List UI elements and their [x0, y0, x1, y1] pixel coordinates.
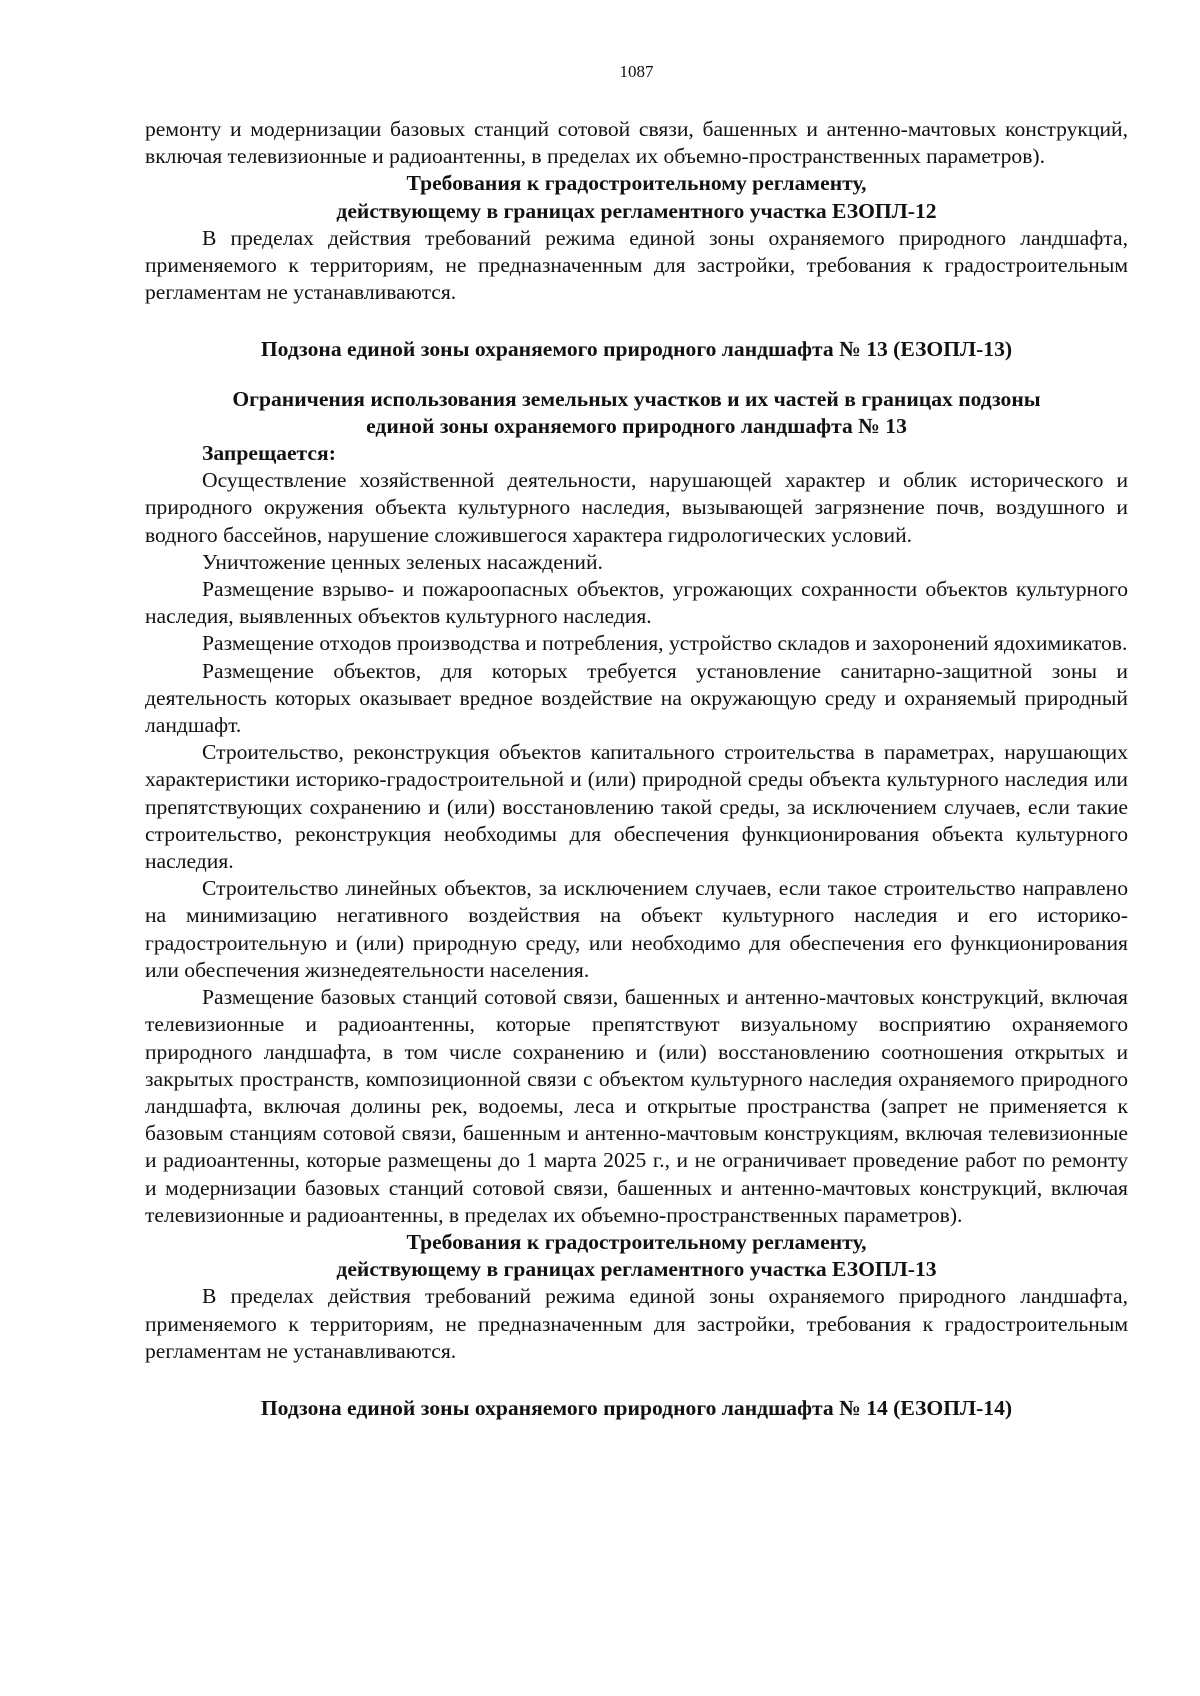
prohibition-item-3: Размещение взрыво- и пожароопасных объектов, угрожающих сохранности объектов культурного наследия, выявленных объектов культурного наследия.: [145, 577, 1128, 629]
requirements-13-title-line-2: действующему в границах регламентного участка ЕЗОПЛ-13: [336, 1257, 937, 1282]
limits-13-title-line-1: Ограничения использования земельных участков и их частей в границах подзоны: [232, 386, 1041, 411]
requirements-12-text: В пределах действия требований режима единой зоны охраняемого природного ландшафта, применяемого к территориям, не предназначенным для застройки, требования к градостроительным регламентам не устанавливаются.: [145, 225, 1128, 305]
prohibited-label: Запрещается:: [202, 441, 336, 466]
subzone-13-title: Подзона единой зоны охраняемого природного ландшафта № 13 (ЕЗОПЛ-13): [260, 337, 1013, 362]
subzone-14-title: Подзона единой зоны охраняемого природного ландшафта № 14 (ЕЗОПЛ-14): [260, 1395, 1013, 1420]
prohibition-item-8: Размещение базовых станций сотовой связи, башенных и антенно-мачтовых конструкций, включая телевизионные и радиоантенны, которые препятствуют визуальному восприятию охраняемого природного ландшафта, в том числе сохранению и (или) восстановлению соотношения открытых и закрытых пространств, композиционной связи с объектом культурного наследия охраняемого природного ландшафта, включая долины рек, водоемы, леса и открытые пространства (запрет не применяется к базовым станциям сотовой связи, башенным и антенно-мачтовым конструкциям, включая телевизионные и радиоантенны, которые размещены до 1 марта 2025 г., и не ограничивает проведение работ по ремонту и модернизации базовых станций сотовой связи, башенных и антенно-мачтовых конструкций, включая телевизионные и радиоантенны, в пределах их объемно-пространственных параметров).: [145, 985, 1128, 1227]
prohibition-item-2: Уничтожение ценных зеленых насаждений.: [202, 549, 603, 574]
requirements-13-text: В пределах действия требований режима единой зоны охраняемого природного ландшафта, применяемого к территориям, не предназначенным для застройки, требования к градостроительным регламентам не устанавливаются.: [145, 1284, 1128, 1363]
prohibition-item-7: Строительство линейных объектов, за исключением случаев, если такое строительство направлено на минимизацию негативного воздействия на объект культурного наследия и его историко-градостроительную и (или) природную среду, или необходимо для обеспечения его функционирования или обеспечения жизнедеятельности населения.: [145, 876, 1128, 982]
limits-13-title-line-2: единой зоны охраняемого природного ландшафта № 13: [366, 413, 907, 438]
requirements-12-title-line-2: действующему в границах регламентного участка ЕЗОПЛ-12: [336, 198, 937, 223]
page-number: 1087: [619, 62, 654, 81]
paragraph-continuation: ремонту и модернизации базовых станций сотовой связи, башенных и антенно-мачтовых конструкций, включая телевизионные и радиоантенны, в пределах их объемно-пространственных параметров).: [145, 117, 1128, 169]
document-page: [145, 62, 1128, 1422]
prohibition-item-4: Размещение отходов производства и потребления, устройство складов и захоронений ядохимикатов.: [202, 631, 1128, 656]
prohibition-item-5: Размещение объектов, для которых требуется установление санитарно-защитной зоны и деятельность которых оказывает вредное воздействие на окружающую среду и охраняемый природный ландшафт.: [145, 658, 1128, 738]
requirements-13-title-line-1: Требования к градостроительному регламенту,: [406, 1229, 867, 1254]
prohibition-item-6: Строительство, реконструкция объектов капитального строительства в параметрах, нарушающих характеристики историко-градостроительной и (или) природной среды объекта культурного наследия или препятствующих сохранению и (или) восстановлению такой среды, за исключением случаев, если такие строительство, реконструкция необходимы для обеспечения функционирования объекта культурного наследия.: [145, 740, 1128, 874]
requirements-12-title-line-1: Требования к градостроительному регламенту,: [406, 171, 867, 196]
prohibition-item-1: Осуществление хозяйственной деятельности, нарушающей характер и облик исторического и природного окружения объекта культурного наследия, вызывающей загрязнение почв, воздушного и водного бассейнов, нарушение сложившегося характера гидрологических условий.: [145, 468, 1128, 547]
